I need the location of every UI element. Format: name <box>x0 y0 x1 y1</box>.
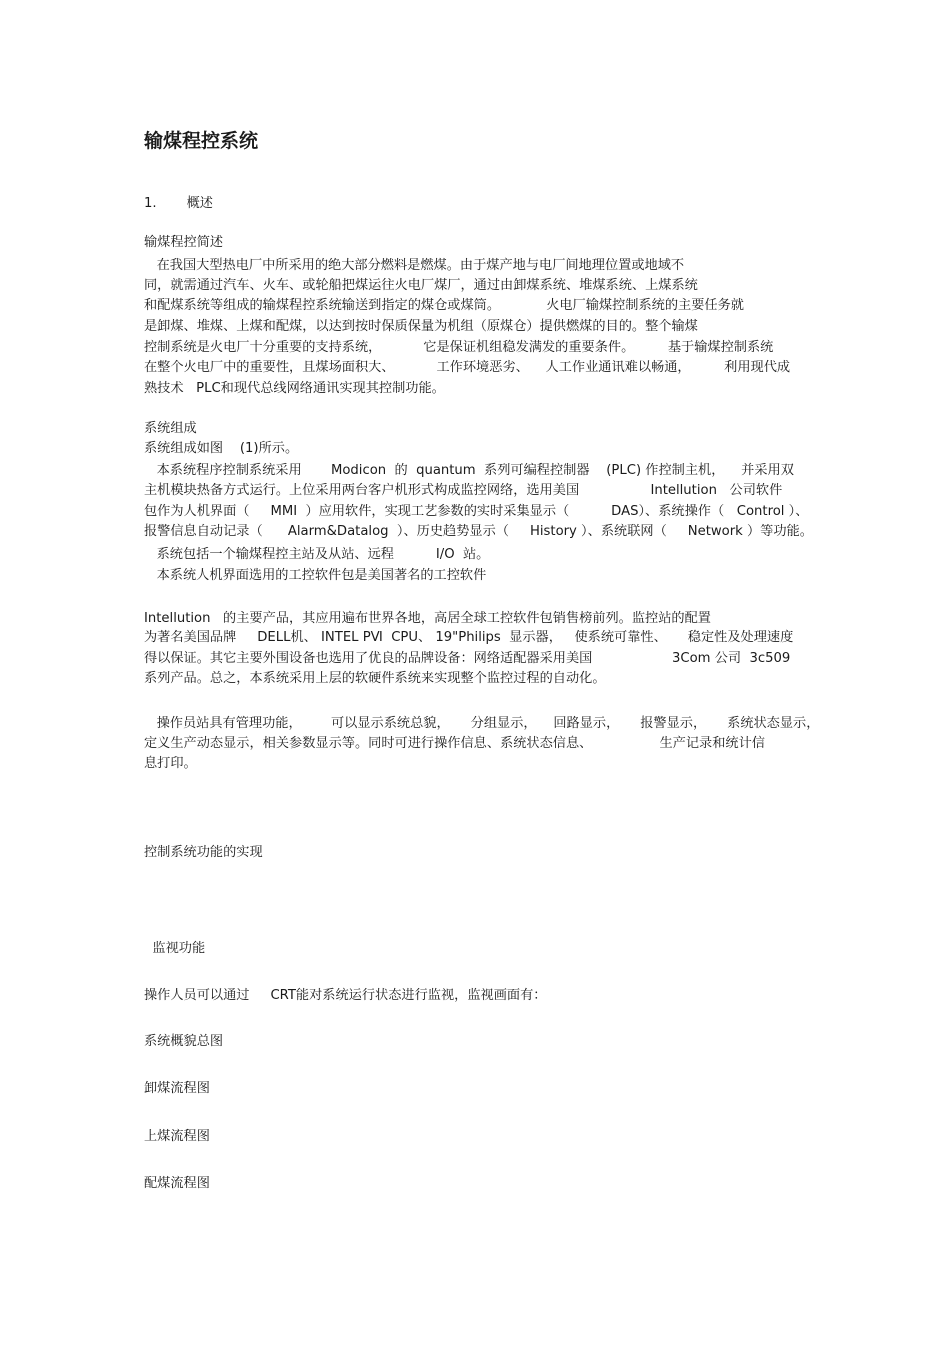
overview-line: 熟技术 PLC和现代总线网络通讯实现其控制功能。 <box>144 381 445 396</box>
section-heading-overview <box>144 194 213 214</box>
intellution-line: 系列产品。总之，本系统采用上层的软硬件系统来实现整个监控过程的自动化。 <box>144 671 606 686</box>
intellution-line: Intellution 的主要产品，其应用遍布世界各地，高居全球工控软件包销售榜前列。监控站的配置 <box>144 611 711 626</box>
monitor-item: 上煤流程图 <box>144 1129 210 1144</box>
composition-line: 报警信息自动记录（ Alarm&Datalog ）、历史趋势显示（ History ）、系统联网（ Network ）等功能。 <box>144 524 813 539</box>
monitor-item: 配煤流程图 <box>144 1176 210 1191</box>
monitor-item: 系统概貌总图 <box>144 1034 224 1049</box>
control-heading: 控制系统功能的实现 <box>144 845 263 860</box>
composition-line: 系统组成如图 (1)所示。 <box>144 441 299 456</box>
section-title: 概述 <box>186 196 213 211</box>
composition-heading: 系统组成 <box>144 421 197 436</box>
overview-line: 同，就需通过汽车、火车、或轮船把煤运往火电厂煤厂，通过由卸煤系统、堆煤系统、上煤系统 <box>144 278 698 293</box>
monitor-item: 卸煤流程图 <box>144 1081 210 1096</box>
monitor-intro: 操作人员可以通过 CRT能对系统运行状态进行监视，监视画面有： <box>144 988 547 1003</box>
composition-line: 本系统程序控制系统采用 Modicon 的 quantum 系列可编程控制器 (PLC) 作控制主机， 并采用双 <box>144 463 794 478</box>
overview-line: 是卸煤、堆煤、上煤和配煤，以达到按时保质保量为机组（原煤仓）提供燃煤的目的。整个输煤 <box>144 319 698 334</box>
operator-line: 息打印。 <box>144 756 197 771</box>
overview-heading: 输煤程控简述 <box>144 235 224 250</box>
overview-line: 在我国大型热电厂中所采用的绝大部分燃料是燃煤。由于煤产地与电厂间地理位置或地域不 <box>144 258 685 273</box>
intellution-line: 为著名美国品牌 DELL机、 INTEL PⅥ CPU、 19"Philips 显示器， 使系统可靠性、 稳定性及处理速度 <box>144 630 794 645</box>
overview-line: 控制系统是火电厂十分重要的支持系统， 它是保证机组稳发满发的重要条件。 基于输煤控制系统 <box>144 340 774 355</box>
section-number: 1. <box>144 196 157 211</box>
composition-line: 包作为人机界面（ MMI ）应用软件，实现工艺参数的实时采集显示（ DAS）、系统操作（ Control ）、 <box>144 504 809 519</box>
composition-line: 主机模块热备方式运行。上位采用两台客户机形式构成监控网络，选用美国 Intellution 公司软件 <box>144 483 783 498</box>
document-title: 输煤程控系统 <box>144 130 259 152</box>
composition-line: 系统包括一个输煤程控主站及从站、远程 I/O 站。 <box>144 547 490 562</box>
monitor-heading: 监视功能 <box>144 941 206 956</box>
intellution-line: 得以保证。其它主要外围设备也选用了优良的品牌设备：网络适配器采用美国 3Com 公司 3c509 <box>144 651 791 666</box>
overview-line: 和配煤系统等组成的输煤程控系统输送到指定的煤仓或煤筒。 火电厂输煤控制系统的主要任务就 <box>144 298 744 313</box>
composition-line: 本系统人机界面选用的工控软件包是美国著名的工控软件 <box>144 568 487 583</box>
operator-line: 定义生产动态显示，相关参数显示等。同时可进行操作信息、系统状态信息、 生产记录和统计信 <box>144 736 765 751</box>
overview-line: 在整个火电厂中的重要性，且煤场面积大、 工作环境恶劣、 人工作业通讯难以畅通， 利用现代成 <box>144 360 791 375</box>
operator-line: 操作员站具有管理功能， 可以显示系统总貌， 分组显示， 回路显示， 报警显示， 系统状态显示， <box>144 716 820 731</box>
